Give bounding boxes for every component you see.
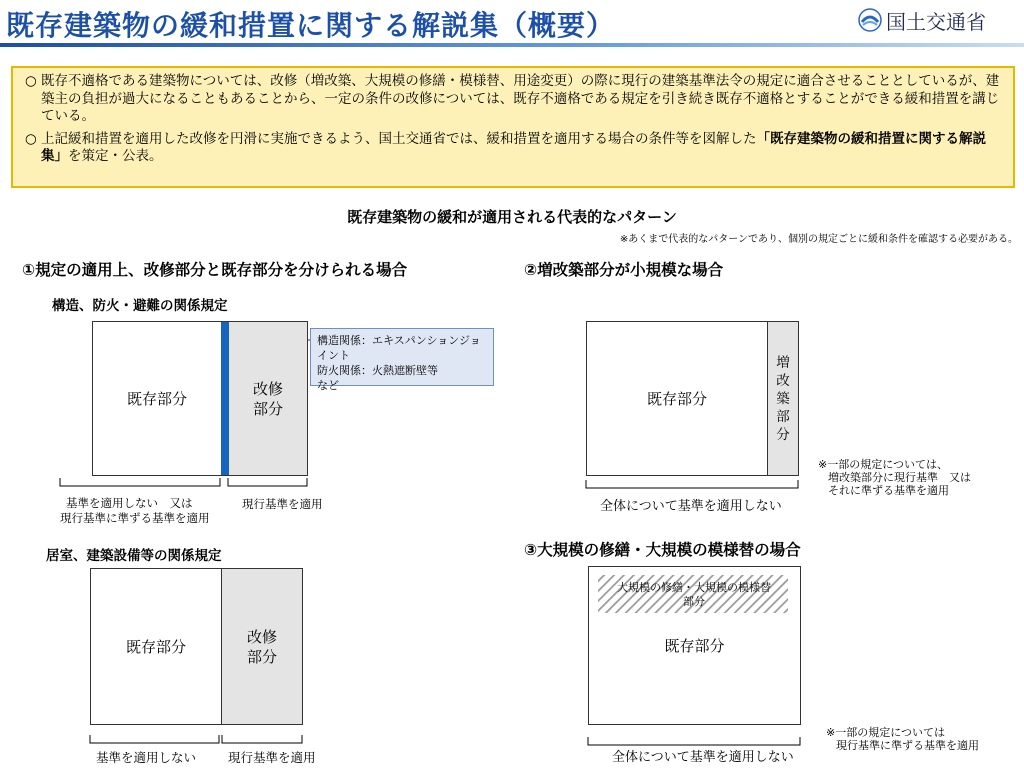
callout-box [310,328,494,392]
bracket-whole [588,737,800,745]
bracket-label: 全体について基準を適用しない [612,750,794,765]
bullet-mark: ○ [25,130,37,147]
page-title: 既存建築物の緩和措置に関する解説集（概要） [6,9,616,42]
bracket-text: 現行基準に準ずる基準を適用 [60,511,210,525]
expansion-joint [221,322,229,475]
existing-part-label: 既存部分 [125,638,186,656]
note-line: ※一部の規定については、 [818,458,948,471]
existing-part-label: 既存部分 [646,390,707,408]
bracket-whole [586,480,798,488]
extension-part [767,322,798,475]
pattern2-note [818,458,971,497]
bracket-label: 全体について基準を適用しない [600,499,782,514]
bullet-mark: ○ [25,73,37,89]
extension-char: 築 [776,390,790,407]
extension-char: 改 [776,372,790,389]
bracket-right [222,735,302,743]
pattern1-habitable-subtitle: 居室、建築設備等の関係規定 [46,548,222,564]
extension-char: 部 [776,408,790,425]
bracket-left-label: 基準を適用しない [96,750,197,765]
renovated-part-label: 改修 部分 [222,569,302,724]
note-line: 現行基準に準ずる基準を適用 [836,739,979,752]
hatched-part-label [599,576,789,614]
bracket-right [228,478,307,486]
pattern1-structural-subtitle: 構造、防火・避難の関係規定 [52,298,228,314]
pattern2-title: ②増改築部分が小規模な場合 [524,261,724,279]
pattern1-title: ①規定の適用上、改修部分と既存部分を分けられる場合 [22,261,408,279]
summary-text-end: を策定・公表。 [68,148,163,164]
existing-part-label: 既存部分 [664,636,725,655]
structural-building [92,321,308,476]
bracket-left [90,735,219,743]
bracket-right-label: 現行基準を適用 [228,750,316,765]
bracket-left-label [60,496,210,526]
existing-part-label: 既存部分 [126,390,187,408]
hatched-text: 部分 [683,595,705,608]
bracket-right-label: 現行基準を適用 [242,497,323,511]
note-line: ※一部の規定については [826,726,945,739]
callout-line: 構造関係：エキスパンションジョイント [317,334,481,362]
hatched-text: 大規模の修繕・大規模の模様替 [617,581,771,594]
callout-line: など [317,379,339,392]
summary-text: 既存不適格である建築物については、改修（増改築、大規模の修繕・模様替、用途変更）の際に現行の建築基準法令の規定に適合させることとしているが、建築主の負担が過大になることもあることから、一定の条件の改修については、既存不適格である規定を引き続き既存不適格とすることができる緩和措置を講じている。 [41,73,1000,124]
extension-char: 増 [776,354,790,371]
renovated-part-label: 改修 部分 [229,322,307,475]
patterns-disclaimer: ※あくまで代表的なパターンであり、個別の規定ごとに緩和条件を確認する必要がある。 [619,234,1018,245]
callout-line: 防火関係：火熱遮断壁等 [317,364,438,377]
extension-char: 分 [776,426,790,443]
repair-building [588,566,801,725]
summary-text: 上記緩和措置を適用した改修を円滑に実施できるよう、国土交通省では、緩和措置を適用する場合の条件等を図解した [41,130,757,147]
summary-bold-title: 「既存建築物の緩和措置に関する解説集」 [41,130,986,164]
patterns-heading: 既存建築物の緩和が適用される代表的なパターン [347,208,677,226]
note-line: それに準ずる基準を適用 [828,484,949,497]
ministry-name: 国土交通省 [886,9,986,34]
bracket-text: 基準を適用しない 又は [66,496,193,510]
note-line: 増改築部分に現行基準 又は [828,471,971,484]
extension-building [586,321,799,476]
habitable-building [90,568,303,725]
bracket-left [60,478,220,486]
pattern3-note [826,726,979,752]
pattern3-title: ③大規模の修繕・大規模の模様替の場合 [524,541,801,559]
